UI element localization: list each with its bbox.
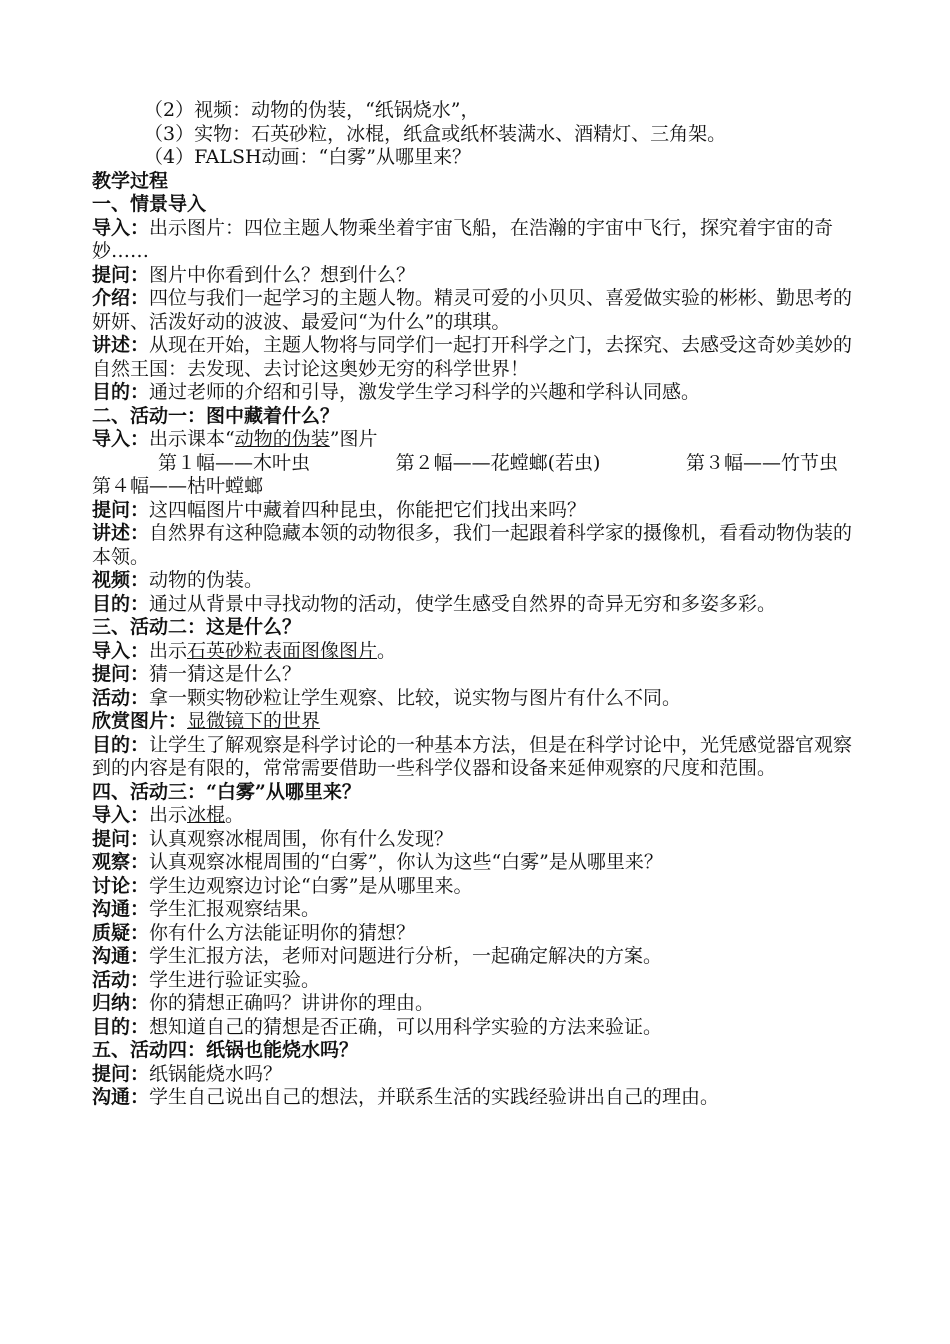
paragraph-observe-4 (92, 851, 860, 875)
paragraph-activity-4 (92, 969, 860, 993)
label: 提问： (92, 827, 150, 850)
label: 导入： (92, 216, 150, 239)
text: 动物的伪装。 (149, 569, 264, 591)
text: 出示图片：四位主题人物乘坐着宇宙飞船，在浩瀚的宇宙中飞行，探究着宇宙的奇妙…… (92, 216, 834, 262)
paragraph-summary-4 (92, 992, 860, 1016)
section-heading-process: 教学过程 (92, 169, 169, 192)
label: 目的： (92, 733, 150, 756)
picture-item: 第１幅——木叶虫 (158, 451, 311, 474)
paragraph-goal-2 (92, 593, 860, 617)
text: 学生进行验证实验。 (149, 968, 321, 991)
paragraph-goal-4 (92, 1016, 860, 1040)
paragraph-intro-1 (92, 217, 860, 264)
paragraph-narrate-2 (92, 522, 860, 569)
section-title-4: 四、活动三：“白雾”从哪里来？ (92, 780, 361, 803)
label: 讲述： (92, 334, 150, 356)
paragraph-intro-2 (92, 428, 860, 452)
text: 图片中你看到什么？想到什么？ (149, 263, 416, 286)
text: 拿一颗实物砂粒让学生观察、比较，说实物与图片有什么不同。 (149, 686, 682, 709)
label: 沟通： (92, 1086, 150, 1108)
text: 。 (225, 804, 245, 826)
material-item: （2）视频：动物的伪装，“纸锅烧水”， (144, 99, 480, 121)
text: 出示课本“ (149, 428, 235, 450)
paragraph-video-2 (92, 569, 860, 593)
picture-item: 第３幅——竹节虫 (685, 451, 838, 474)
paragraph-goal-1 (92, 381, 860, 405)
text: 想知道自己的猜想是否正确，可以用科学实验的方法来验证。 (149, 1015, 663, 1038)
text: 学生自己说出自己的想法，并联系生活的实践经验讲出自己的理由。 (149, 1086, 720, 1108)
label: 导入： (92, 428, 150, 450)
label: 提问： (92, 498, 150, 521)
link-popsicle[interactable]: 冰棍 (187, 804, 226, 826)
picture-list (92, 452, 860, 476)
section-title-2: 二、活动一：图中藏着什么？ (92, 404, 340, 427)
paragraph-goal-3 (92, 734, 860, 781)
paragraph-activity-3 (92, 687, 860, 711)
text: 通过从背景中寻找动物的活动，使学生感受自然界的奇异无穷和多姿多彩。 (149, 592, 777, 615)
text: 纸锅能烧水吗？ (149, 1062, 283, 1085)
material-item: （3）实物：石英砂粒，冰棍，纸盒或纸杯装满水、酒精灯、三角架。 (144, 122, 727, 145)
text: 学生汇报观察结果。 (149, 898, 321, 920)
label: 视频： (92, 569, 150, 591)
paragraph-ask-3 (92, 663, 860, 687)
label: 提问： (92, 1062, 150, 1085)
text: 学生边观察边讨论“白雾”是从哪里来。 (149, 874, 473, 897)
document-body (92, 99, 860, 1110)
text: 认真观察冰棍周围，你有什么发现？ (149, 827, 454, 850)
label: 沟通： (92, 945, 150, 967)
link-animal-camouflage[interactable]: 动物的伪装 (234, 428, 330, 450)
label: 讨论： (92, 874, 150, 897)
text: 你的猜想正确吗？讲讲你的理由。 (149, 992, 435, 1014)
section-title-3: 三、活动二：这是什么？ (92, 616, 302, 638)
text: 学生汇报方法，老师对问题进行分析，一起确定解决的方案。 (149, 945, 663, 967)
link-microscope-world[interactable]: 显微镜下的世界 (187, 710, 321, 732)
paragraph-present-1 (92, 287, 860, 334)
link-quartz-sand-image[interactable]: 石英砂粒表面图像图片 (187, 639, 378, 662)
material-item: （4）FALSH动画：“白雾”从哪里来？ (144, 146, 471, 168)
text: 。 (377, 639, 397, 662)
text: 出示 (149, 639, 188, 662)
picture-item: 第２幅——花螳螂(若虫) (395, 451, 601, 474)
paragraph-ask-2 (92, 499, 860, 523)
text: 让学生了解观察是科学讨论的一种基本方法，但是在科学讨论中，光凭感觉器官观察到的内容是有限的，常常需要借助一些科学仪器和设备来延伸观察的尺度和范围。 (92, 733, 853, 779)
label: 目的： (92, 381, 150, 403)
paragraph-view-3 (92, 710, 860, 734)
label: 提问： (92, 663, 150, 685)
paragraph-ask-5 (92, 1063, 860, 1087)
text: 认真观察冰棍周围的“白雾”，你认为这些“白雾”是从哪里来？ (149, 851, 663, 873)
text: 出示 (149, 804, 188, 826)
label: 讲述： (92, 522, 150, 544)
paragraph-communicate-4a (92, 898, 860, 922)
label: 沟通： (92, 898, 150, 920)
label: 介绍： (92, 287, 150, 309)
section-title-1: 一、情景导入 (92, 193, 207, 215)
paragraph-communicate-5 (92, 1086, 860, 1110)
paragraph-intro-4 (92, 804, 860, 828)
paragraph-intro-3 (92, 640, 860, 664)
text: 从现在开始，主题人物将与同学们一起打开科学之门，去探究、去感受这奇妙美妙的自然王国：去发现、去讨论这奥妙无穷的科学世界！ (92, 334, 853, 380)
label: 目的： (92, 1015, 150, 1038)
label: 欣赏图片： (92, 710, 188, 732)
paragraph-communicate-4b (92, 945, 860, 969)
label: 导入： (92, 639, 150, 662)
label: 提问： (92, 263, 150, 286)
section-title-5: 五、活动四：纸锅也能烧水吗？ (92, 1039, 359, 1061)
label: 活动： (92, 968, 150, 991)
paragraph-discuss-4 (92, 875, 860, 899)
paragraph-ask-1 (92, 264, 860, 288)
text: 四位与我们一起学习的主题人物。精灵可爱的小贝贝、喜爱做实验的彬彬、勤思考的妍妍、活泼好动的波波、最爱问“为什么”的琪琪。 (92, 287, 853, 333)
label: 质疑： (92, 921, 150, 944)
label: 活动： (92, 686, 150, 709)
paragraph-narrate-1 (92, 334, 860, 381)
label: 归纳： (92, 992, 150, 1014)
text: 猜一猜这是什么？ (149, 663, 302, 685)
text: ”图片 (329, 428, 378, 450)
text: 通过老师的介绍和引导，激发学生学习科学的兴趣和学科认同感。 (149, 381, 701, 403)
text: 自然界有这种隐藏本领的动物很多，我们一起跟着科学家的摄像机，看看动物伪装的本领。 (92, 522, 853, 568)
paragraph-doubt-4 (92, 922, 860, 946)
text: 你有什么方法能证明你的猜想？ (149, 921, 416, 944)
label: 导入： (92, 804, 150, 826)
text: 这四幅图片中藏着四种昆虫，你能把它们找出来吗？ (149, 498, 587, 521)
label: 目的： (92, 592, 150, 615)
paragraph-ask-4 (92, 828, 860, 852)
label: 观察： (92, 851, 150, 873)
picture-item: 第４幅——枯叶螳螂 (92, 475, 264, 497)
